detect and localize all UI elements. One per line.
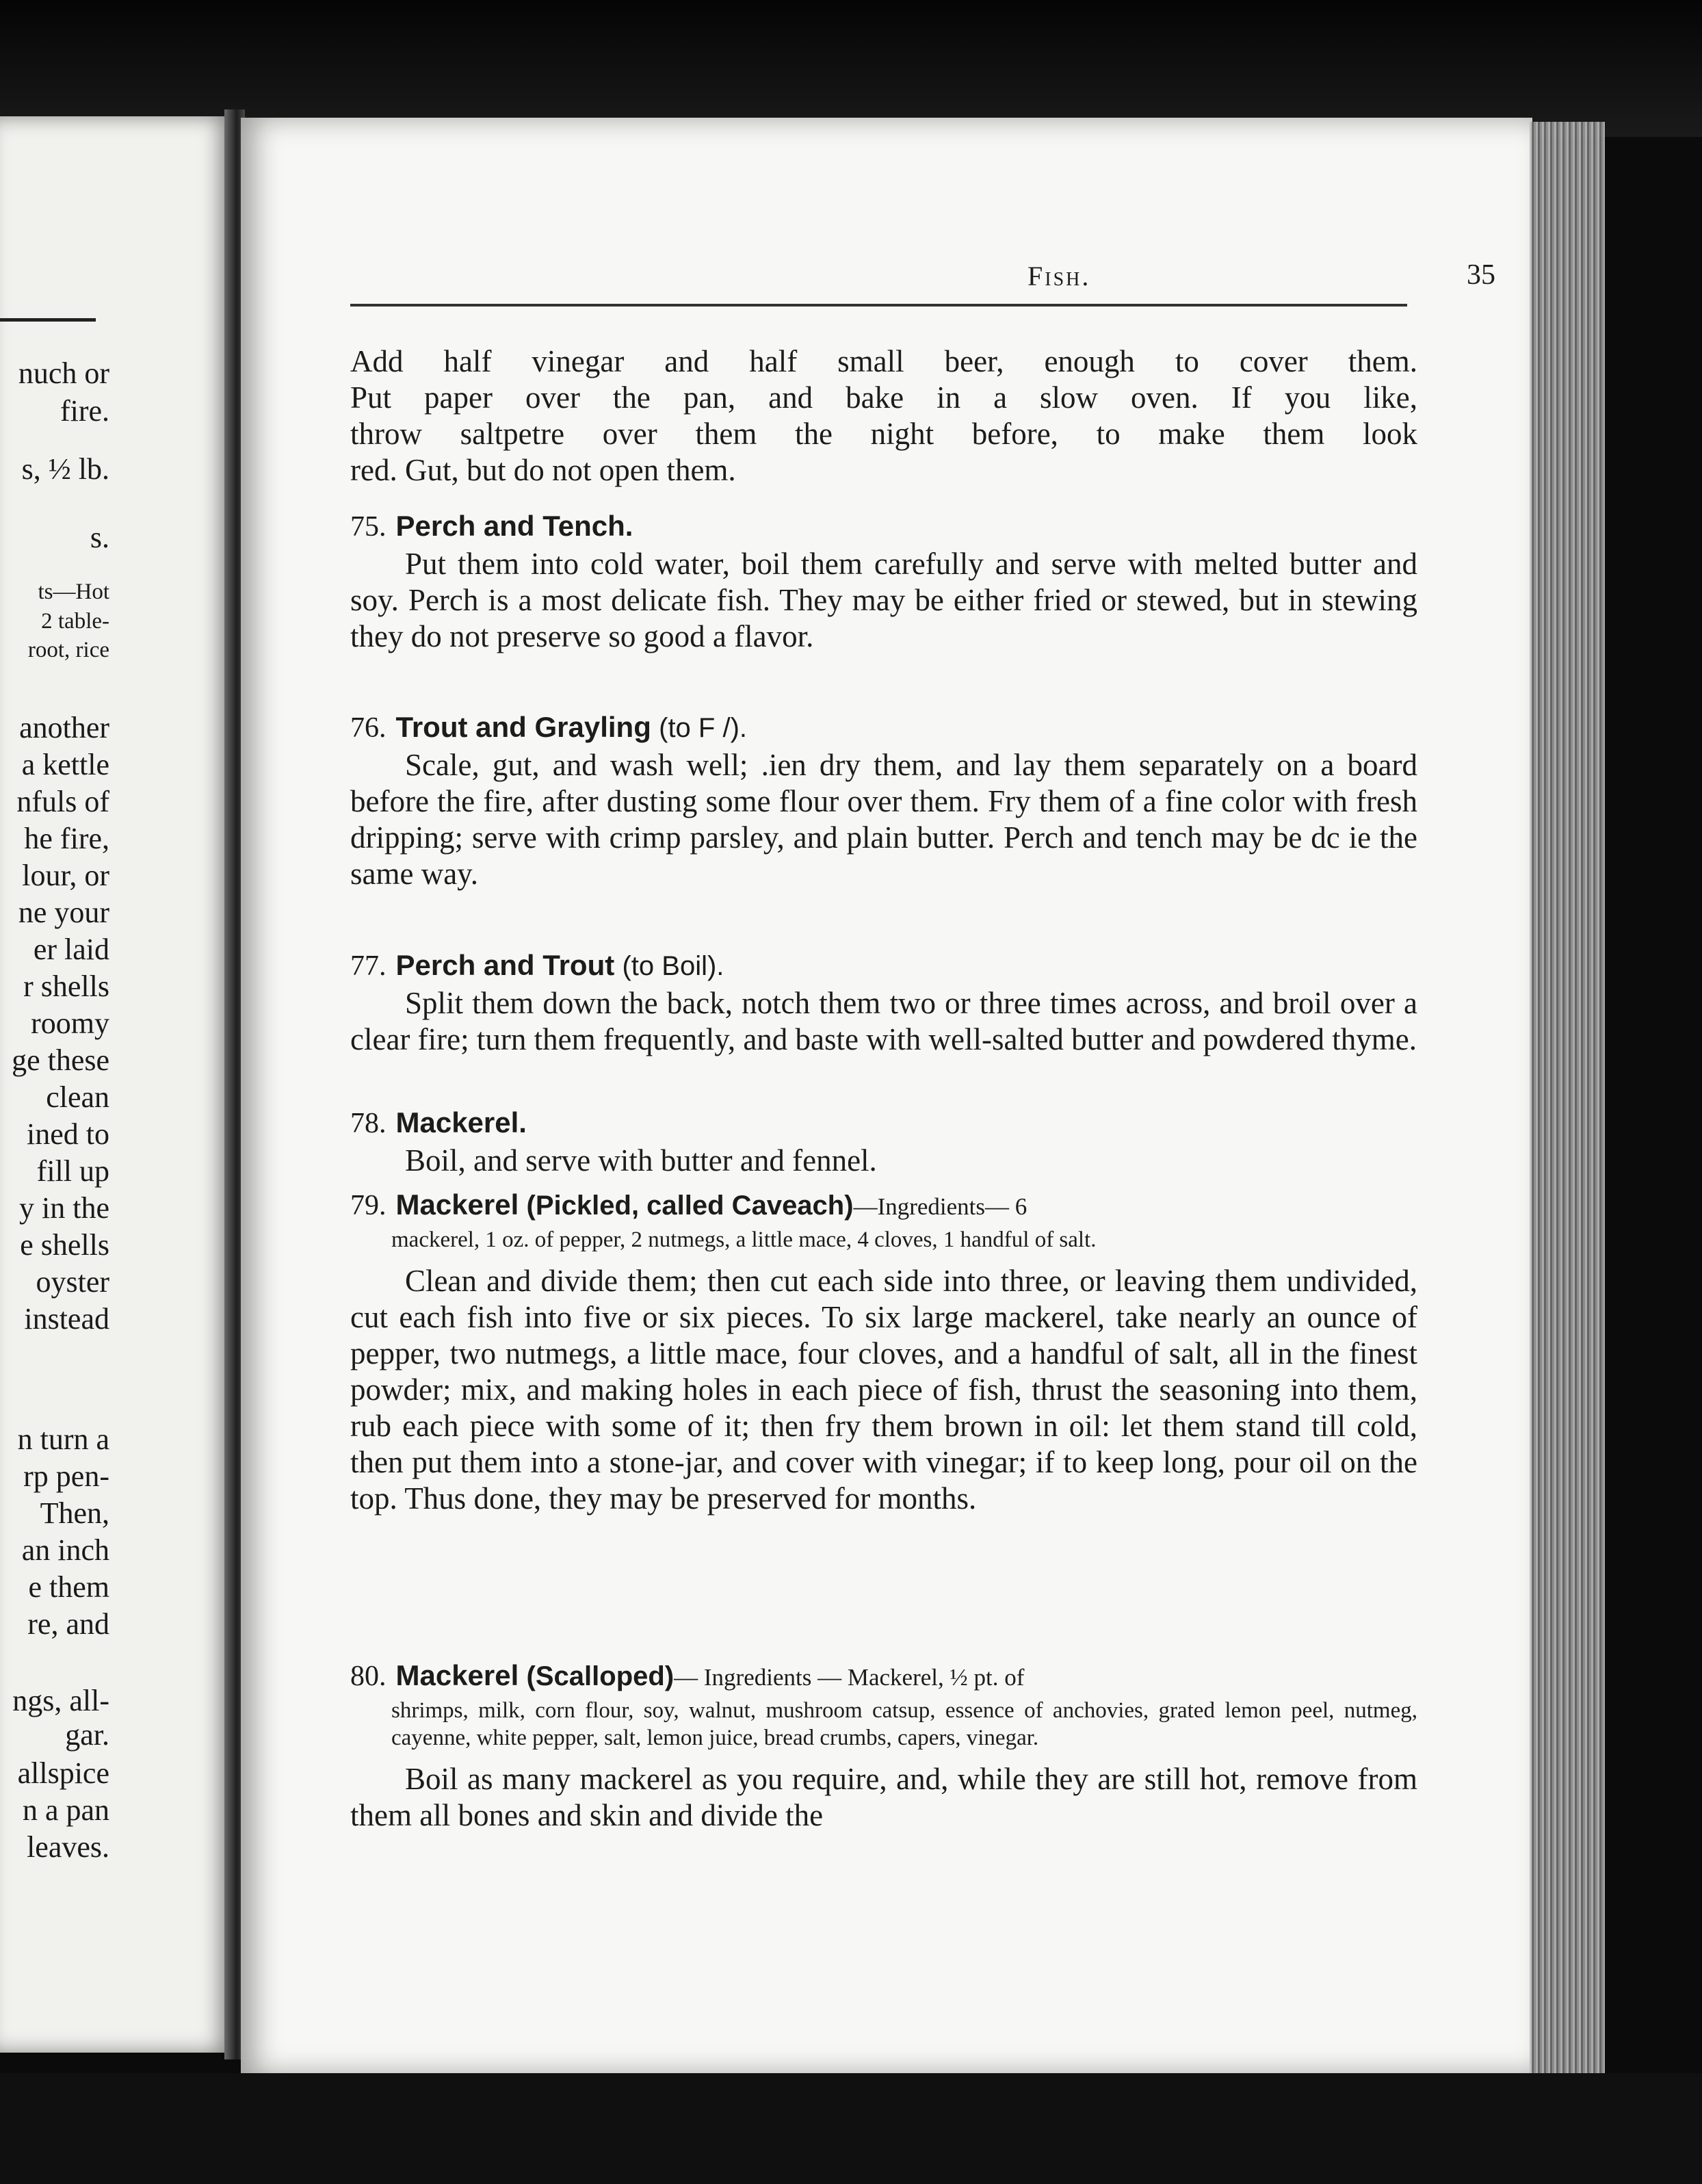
- left-line: roomy: [31, 1006, 109, 1040]
- dark-background: [0, 0, 1702, 137]
- recipe-78: [350, 1103, 1417, 1179]
- left-line: a kettle: [21, 748, 109, 781]
- recipe-number: 80.: [350, 1661, 387, 1692]
- page-edges: [1530, 122, 1605, 2085]
- recipe-heading: [350, 946, 1417, 985]
- left-page-rule: [0, 318, 96, 322]
- left-line: rp pen-: [23, 1459, 109, 1493]
- ingredients-list: mackerel, 1 oz. of pepper, 2 nutmegs, a little mace, 4 cloves, 1 handful of salt.: [391, 1227, 1097, 1252]
- left-line: clean: [46, 1080, 109, 1114]
- left-page: [0, 116, 233, 2053]
- left-line: root, rice: [27, 638, 109, 662]
- recipe-number: 77.: [350, 950, 387, 982]
- recipe-title: Trout and Grayling: [395, 711, 651, 743]
- left-line: lour, or: [22, 859, 109, 892]
- left-line: nfuls of: [16, 785, 109, 818]
- left-line: ne your: [18, 896, 109, 929]
- recipe-body: Boil as many mackerel as you require, and, while they are still hot, remove from them all bones and skin and divide the: [350, 1762, 1417, 1832]
- left-line: ined to: [27, 1117, 109, 1151]
- header-rule: [350, 304, 1407, 307]
- recipe-subtitle: (to F /).: [659, 713, 748, 743]
- recipe-heading: [350, 1103, 1417, 1143]
- recipe-80: [350, 1656, 1417, 1834]
- left-line: s, ½ lb.: [21, 452, 109, 486]
- left-line: oyster: [36, 1265, 109, 1299]
- recipe-number: 78.: [350, 1108, 387, 1139]
- left-line: ts—Hot: [38, 580, 109, 604]
- left-line: e shells: [20, 1228, 109, 1262]
- recipe-body: Scale, gut, and wash well; .ien dry them, and lay them separately on a board before the fire, after dusting some flour over them. Fry them of a fine color with fresh dripping; serve with crimp parsley, and plain butter. Perch and tench may be dc ie the same way.: [350, 748, 1417, 891]
- recipe-79: [350, 1185, 1417, 1517]
- intro-line: Add half vinegar and half small beer, enough to cover them.: [350, 344, 1417, 378]
- recipe-number: 79.: [350, 1190, 387, 1221]
- left-line: ge these: [12, 1043, 109, 1077]
- recipe-77: [350, 946, 1417, 1058]
- ingredients-lead: —Ingredients— 6: [853, 1193, 1027, 1220]
- left-line: instead: [24, 1302, 109, 1336]
- left-line: er laid: [33, 933, 109, 966]
- ingredients-lead: — Ingredients — Mackerel, ½ pt. of: [674, 1664, 1025, 1691]
- recipe-title: Perch and Trout: [395, 949, 615, 981]
- left-line: n a pan: [22, 1793, 109, 1827]
- left-line: r shells: [23, 970, 109, 1003]
- recipe-title: Mackerel: [395, 1188, 519, 1221]
- recipe-subtitle: (Pickled, called Caveach): [526, 1191, 854, 1221]
- recipe-75: [350, 506, 1417, 655]
- recipe-body: Clean and divide them; then cut each side into three, or leaving them undivided, cut each fish into five or six pieces. To six large mackerel, take nearly an ounce of pepper, two nutmegs, a little mace, four cloves, and a handful of salt, all in the finest powder; mix, and making holes in each piece of fish, thrust the seasoning into them, rub each piece with some of it; then fry them brown in oil: let them stand till cold, then put them into a stone-jar, and cover with vinegar; if to keep long, pour oil on the top. Thus done, they may be preserved for months.: [350, 1264, 1417, 1516]
- recipe-subtitle: (Scalloped): [526, 1661, 675, 1691]
- left-line: gar.: [65, 1718, 109, 1752]
- recipe-number: 75.: [350, 511, 387, 543]
- ingredients-list: shrimps, milk, corn flour, soy, walnut, mushroom catsup, essence of anchovies, grated lemon peel, nutmeg, cayenne, white pepper, salt, lemon juice, bread crumbs, capers, vinegar.: [391, 1698, 1417, 1750]
- recipe-number: 76.: [350, 712, 387, 744]
- recipe-body: Split them down the back, notch them two or three times across, and broil over a clear fire; turn them frequently, and baste with well-salted butter and powdered thyme.: [350, 986, 1417, 1056]
- left-line: allspice: [17, 1756, 109, 1790]
- left-line: y in the: [19, 1191, 109, 1225]
- recipe-title: Perch and Tench.: [395, 510, 633, 542]
- recipe-heading: [350, 1656, 1417, 1697]
- recipe-title: Mackerel.: [395, 1106, 527, 1139]
- recipe-body: Boil, and serve with butter and fennel.: [405, 1143, 877, 1178]
- running-head: Fish.: [1027, 261, 1091, 291]
- left-line: ngs, all-: [12, 1684, 109, 1717]
- dark-table-surface: [0, 2073, 1702, 2184]
- recipe-body: Put them into cold water, boil them carefully and serve with melted butter and soy. Perch is a most delicate fish. They may be either fried or stewed, but in stewing they do not preserve so good a flavor.: [350, 547, 1417, 653]
- intro-line: red. Gut, but do not open them.: [350, 453, 736, 487]
- recipe-76: [350, 707, 1417, 892]
- left-line: nuch or: [18, 356, 109, 390]
- left-line: another: [19, 711, 109, 744]
- left-line: fill up: [36, 1154, 109, 1188]
- left-line: fire.: [60, 394, 109, 428]
- recipe-heading: [350, 1185, 1417, 1226]
- left-line: he fire,: [24, 822, 109, 855]
- page-number: 35: [1467, 259, 1495, 291]
- left-line: e them: [28, 1570, 109, 1604]
- intro-line: throw saltpetre over them the night before, to make them look: [350, 417, 1417, 451]
- left-line: 2 table-: [41, 609, 109, 634]
- intro-paragraph: [350, 343, 1417, 489]
- recipe-heading: [350, 506, 1417, 546]
- recipe-subtitle: (to Boil).: [622, 951, 724, 981]
- left-line: re, and: [27, 1607, 109, 1641]
- right-page: [241, 118, 1532, 2075]
- recipe-title: Mackerel: [395, 1659, 519, 1691]
- left-line: n turn a: [17, 1422, 109, 1456]
- intro-line: Put paper over the pan, and bake in a slow oven. If you like,: [350, 380, 1417, 415]
- left-line: Then,: [40, 1496, 109, 1530]
- left-line: an inch: [21, 1533, 109, 1567]
- recipe-heading: [350, 707, 1417, 747]
- left-line: leaves.: [27, 1830, 109, 1864]
- left-line: s.: [90, 521, 109, 554]
